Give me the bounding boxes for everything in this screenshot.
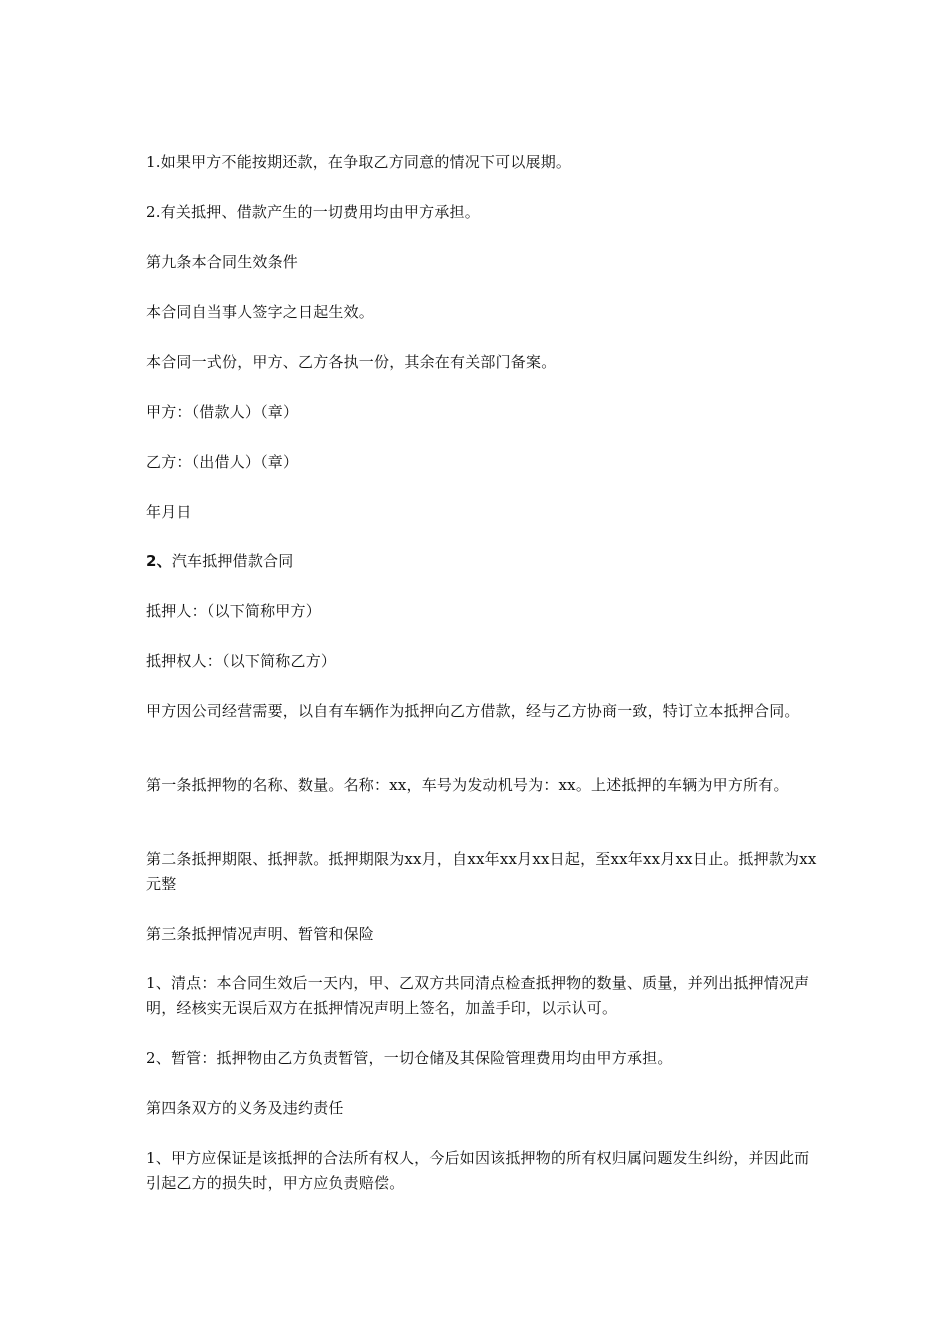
party-b-signature-line: 乙方：（出借人）（章） xyxy=(146,453,299,471)
paragraph-copies: 本合同一式份，甲方、乙方各执一份，其余在有关部门备案。 xyxy=(146,353,557,371)
mortgagor-line: 抵押人：（以下简称甲方） xyxy=(146,602,321,620)
article-9-heading: 第九条本合同生效条件 xyxy=(146,253,299,271)
paragraph-extension: 1.如果甲方不能按期还款，在争取乙方同意的情况下可以展期。 xyxy=(146,153,572,171)
article-2-paragraph: 第二条抵押期限、抵押款。抵押期限为xx月，自xx年xx月xx日起，至xx年xx月xx日止。抵押款为xx元整 xyxy=(146,850,817,893)
section-2-number: 2、 xyxy=(146,552,172,570)
paragraph-inventory: 1、清点：本合同生效后一天内，甲、乙双方共同清点检查抵押物的数量、质量，并列出抵押情况声明，经核实无误后双方在抵押情况声明上签名，加盖手印，以示认可。 xyxy=(146,974,810,1017)
article-3-heading: 第三条抵押情况声明、暂管和保险 xyxy=(146,925,375,943)
section-2-title: 汽车抵押借款合同 xyxy=(171,552,294,570)
party-a-signature-line: 甲方：（借款人）（章） xyxy=(146,403,299,421)
date-line: 年月日 xyxy=(146,503,192,521)
mortgagee-line: 抵押权人：（以下简称乙方） xyxy=(146,652,337,670)
paragraph-effective-date: 本合同自当事人签字之日起生效。 xyxy=(146,303,375,321)
article-1-paragraph: 第一条抵押物的名称、数量。名称：xx，车号为发动机号为：xx。上述抵押的车辆为甲方所有。 xyxy=(146,776,789,794)
paragraph-preamble: 甲方因公司经营需要，以自有车辆作为抵押向乙方借款，经与乙方协商一致，特订立本抵押合同。 xyxy=(146,702,800,720)
paragraph-custody: 2、暂管：抵押物由乙方负责暂管，一切仓储及其保险管理费用均由甲方承担。 xyxy=(146,1049,673,1067)
paragraph-costs: 2.有关抵押、借款产生的一切费用均由甲方承担。 xyxy=(146,203,480,221)
section-2-heading xyxy=(146,549,818,574)
paragraph-ownership-guarantee: 1、甲方应保证是该抵押的合法所有权人，今后如因该抵押物的所有权归属问题发生纠纷，并因此而引起乙方的损失时，甲方应负责赔偿。 xyxy=(146,1149,810,1192)
article-4-heading: 第四条双方的义务及违约责任 xyxy=(146,1099,344,1117)
